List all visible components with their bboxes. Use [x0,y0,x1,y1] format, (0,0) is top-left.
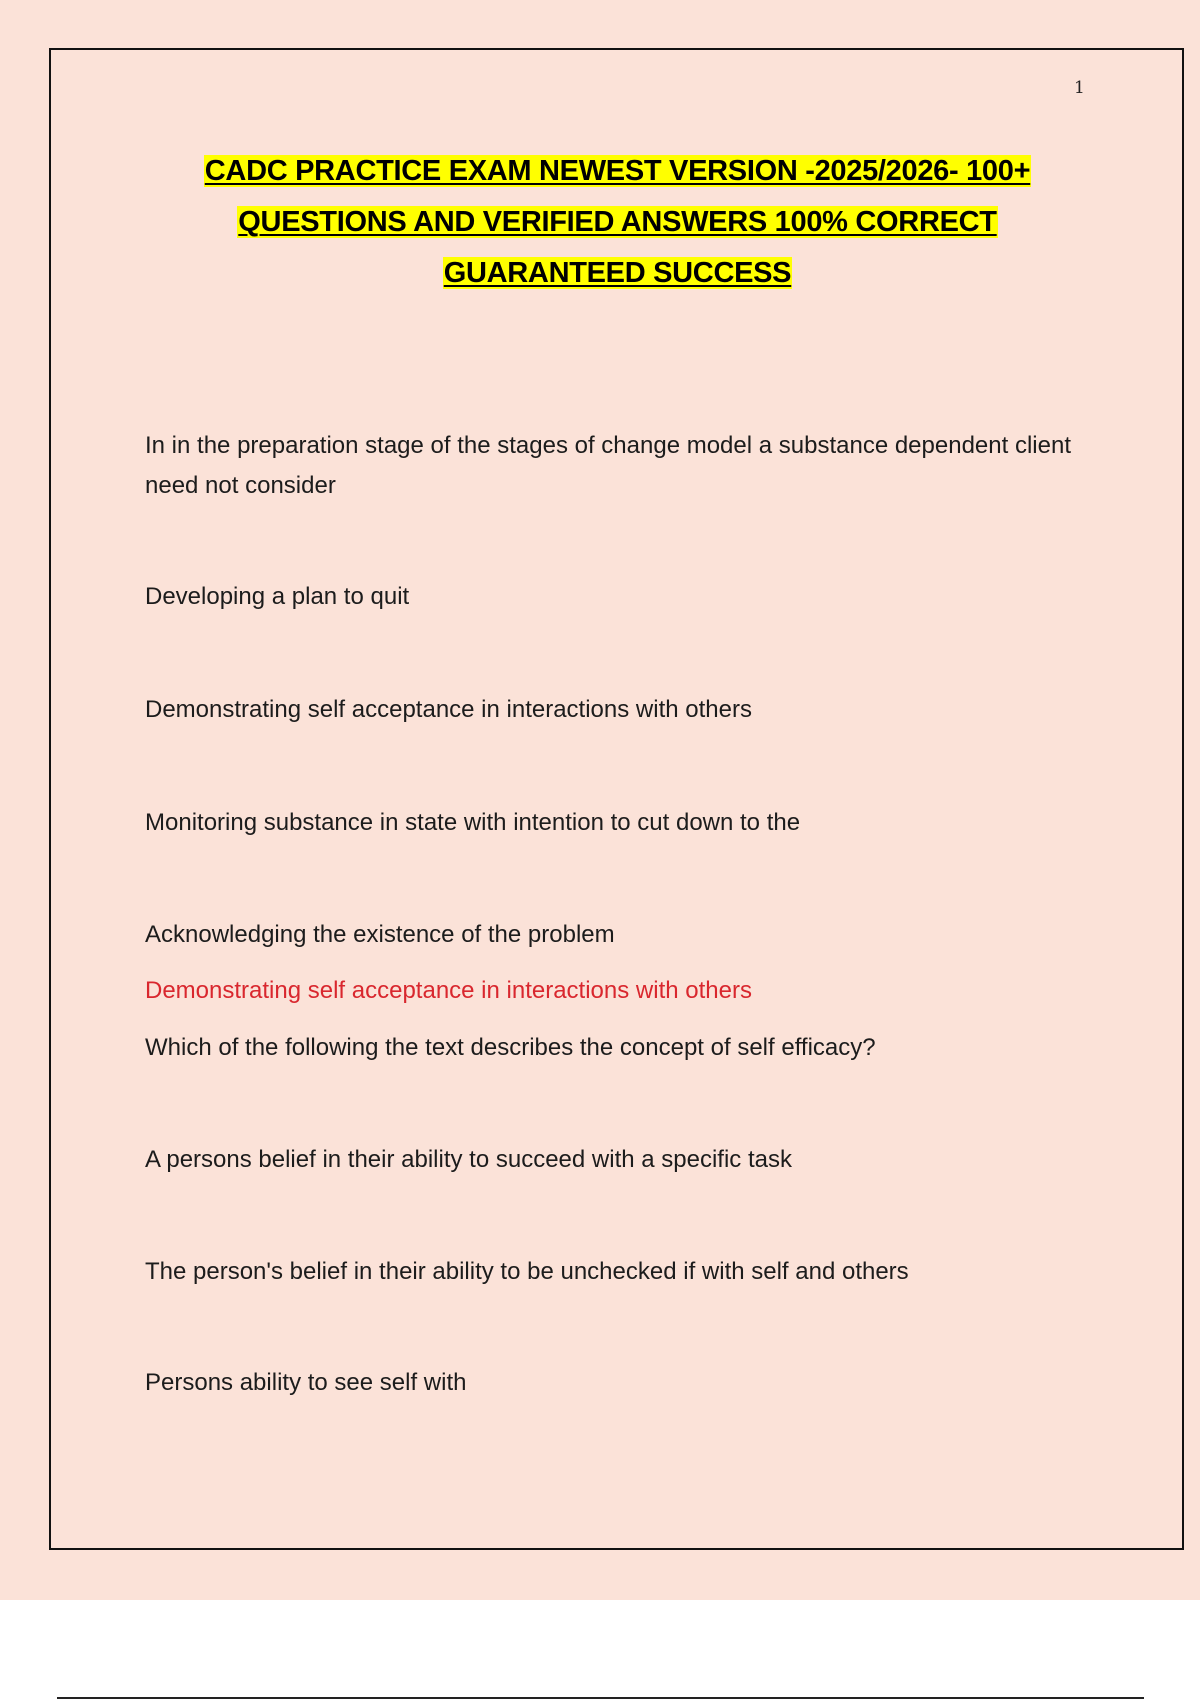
question-1-option-1: Developing a plan to quit [145,583,410,610]
question-1-answer: Demonstrating self acceptance in interactions with others [145,977,752,1004]
question-1-text: In in the preparation stage of the stages of change model a substance dependent client need not consider [145,432,1071,499]
title-line: CADC PRACTICE EXAM NEWEST VERSION -2025/2026- 100+ [204,155,1031,187]
document-title [100,146,1135,299]
question-1-option-2: Demonstrating self acceptance in interactions with others [145,696,752,723]
question-2-option-1: A persons belief in their ability to succeed with a specific task [145,1146,792,1173]
bottom-divider [57,1697,1144,1699]
question-2-option-2: The person's belief in their ability to be unchecked if with self and others [145,1258,909,1285]
question-2-option-3: Persons ability to see self with [145,1369,467,1396]
question-1-option-4: Acknowledging the existence of the problem [145,921,615,948]
title-line: QUESTIONS AND VERIFIED ANSWERS 100% CORRECT [238,206,997,238]
question-1-option-3: Monitoring substance in state with intention to cut down to the [145,809,801,836]
page-number: 1 [1074,78,1085,98]
title-line: GUARANTEED SUCCESS [443,257,792,289]
question-2-text: Which of the following the text describes the concept of self efficacy? [145,1034,876,1061]
